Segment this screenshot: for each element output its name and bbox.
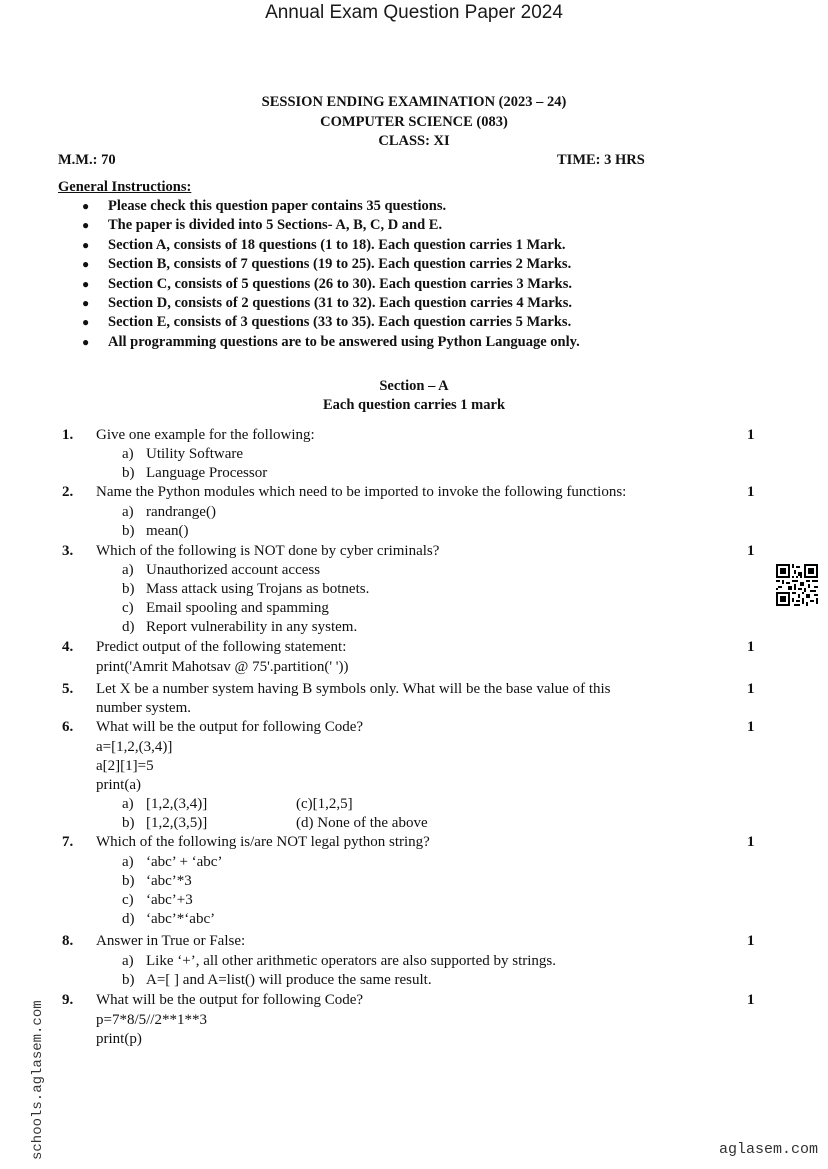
question-option: b) ‘abc’*3 — [122, 873, 192, 889]
question-text: Name the Python modules which need to be imported to invoke the following functions: — [96, 484, 627, 500]
question-option: b) Mass attack using Trojans as botnets. — [122, 581, 370, 597]
question-number: 1. — [62, 427, 74, 443]
question-text: Which of the following is/are NOT legal python string? — [96, 834, 430, 850]
instructions-title: General Instructions: — [58, 179, 192, 195]
question-marks: 1 — [747, 484, 755, 500]
question-marks: 1 — [747, 681, 755, 697]
question-option: d) ‘abc’*‘abc’ — [122, 911, 216, 927]
question-option: b) [1,2,(3,5)] — [122, 815, 208, 831]
question-text: What will be the output for following Code? — [96, 719, 364, 735]
question-option: a) [1,2,(3,4)] — [122, 796, 208, 812]
question-number: 7. — [62, 834, 74, 850]
exam-session-title: SESSION ENDING EXAMINATION (2023 – 24) — [261, 94, 567, 110]
question-number: 2. — [62, 484, 74, 500]
question-text-continued: number system. — [96, 700, 191, 716]
question-text: Answer in True or False: — [96, 933, 246, 949]
instruction-item: ● Section B, consists of 7 questions (19 to 25). Each question carries 2 Marks. — [82, 255, 580, 274]
qr-code-icon — [776, 564, 818, 606]
code-line: print('Amrit Mahotsav @ 75'.partition(' ')) — [96, 659, 349, 675]
question-text: What will be the output for following Code? — [96, 992, 364, 1008]
class-title: CLASS: XI — [378, 133, 450, 149]
code-line: print(a) — [96, 777, 141, 793]
question-marks: 1 — [747, 639, 755, 655]
instruction-item: ● Section E, consists of 3 questions (33 to 35). Each question carries 5 Marks. — [82, 313, 580, 332]
question-option: d) Report vulnerability in any system. — [122, 619, 358, 635]
exam-time: TIME: 3 HRS — [557, 152, 645, 168]
question-option: b) A=[ ] and A=list() will produce the same result. — [122, 972, 432, 988]
question-number: 9. — [62, 992, 74, 1008]
side-watermark: schools.aglasem.com — [30, 1000, 46, 1160]
question-option: b) Language Processor — [122, 465, 268, 481]
footer-watermark: aglasem.com — [718, 1141, 818, 1158]
question-number: 6. — [62, 719, 74, 735]
question-marks: 1 — [747, 933, 755, 949]
code-line: p=7*8/5//2**1**3 — [96, 1012, 207, 1028]
section-subtitle: Each question carries 1 mark — [322, 397, 506, 413]
question-option: (c)[1,2,5] — [296, 796, 353, 812]
question-marks: 1 — [747, 543, 755, 559]
section-title: Section – A — [379, 378, 449, 394]
question-option: a) Utility Software — [122, 446, 244, 462]
question-option: a) Like ‘+’, all other arithmetic operators are also supported by strings. — [122, 953, 557, 969]
question-number: 3. — [62, 543, 74, 559]
instruction-item: ● The paper is divided into 5 Sections- A, B, C, D and E. — [82, 216, 580, 235]
code-line: a=[1,2,(3,4)] — [96, 739, 173, 755]
instruction-item: ● All programming questions are to be answered using Python Language only. — [82, 333, 580, 352]
instruction-item: ● Section C, consists of 5 questions (26 to 30). Each question carries 3 Marks. — [82, 275, 580, 294]
question-option: a) randrange() — [122, 504, 216, 520]
question-marks: 1 — [747, 834, 755, 850]
question-text: Give one example for the following: — [96, 427, 315, 443]
question-option: a) ‘abc’ + ‘abc’ — [122, 854, 223, 870]
question-number: 4. — [62, 639, 74, 655]
page-banner: Annual Exam Question Paper 2024 — [265, 2, 563, 23]
question-option: b) mean() — [122, 523, 189, 539]
subject-title: COMPUTER SCIENCE (083) — [320, 114, 508, 130]
question-marks: 1 — [747, 427, 755, 443]
max-marks: M.M.: 70 — [58, 152, 116, 168]
question-marks: 1 — [747, 992, 755, 1008]
question-number: 5. — [62, 681, 74, 697]
instruction-item: ● Section A, consists of 18 questions (1 to 18). Each question carries 1 Mark. — [82, 236, 580, 255]
question-option: c) ‘abc’+3 — [122, 892, 193, 908]
question-marks: 1 — [747, 719, 755, 735]
instruction-item: ● Section D, consists of 2 questions (31 to 32). Each question carries 4 Marks. — [82, 294, 580, 313]
question-number: 8. — [62, 933, 74, 949]
question-text: Let X be a number system having B symbols only. What will be the base value of this — [96, 681, 611, 697]
code-line: print(p) — [96, 1031, 142, 1047]
question-text: Which of the following is NOT done by cyber criminals? — [96, 543, 440, 559]
question-option: c) Email spooling and spamming — [122, 600, 329, 616]
question-option: a) Unauthorized account access — [122, 562, 321, 578]
question-option: (d) None of the above — [296, 815, 428, 831]
code-line: a[2][1]=5 — [96, 758, 154, 774]
question-text: Predict output of the following statement: — [96, 639, 347, 655]
instructions-list — [82, 197, 580, 352]
instruction-item: ● Please check this question paper contains 35 questions. — [82, 197, 580, 216]
